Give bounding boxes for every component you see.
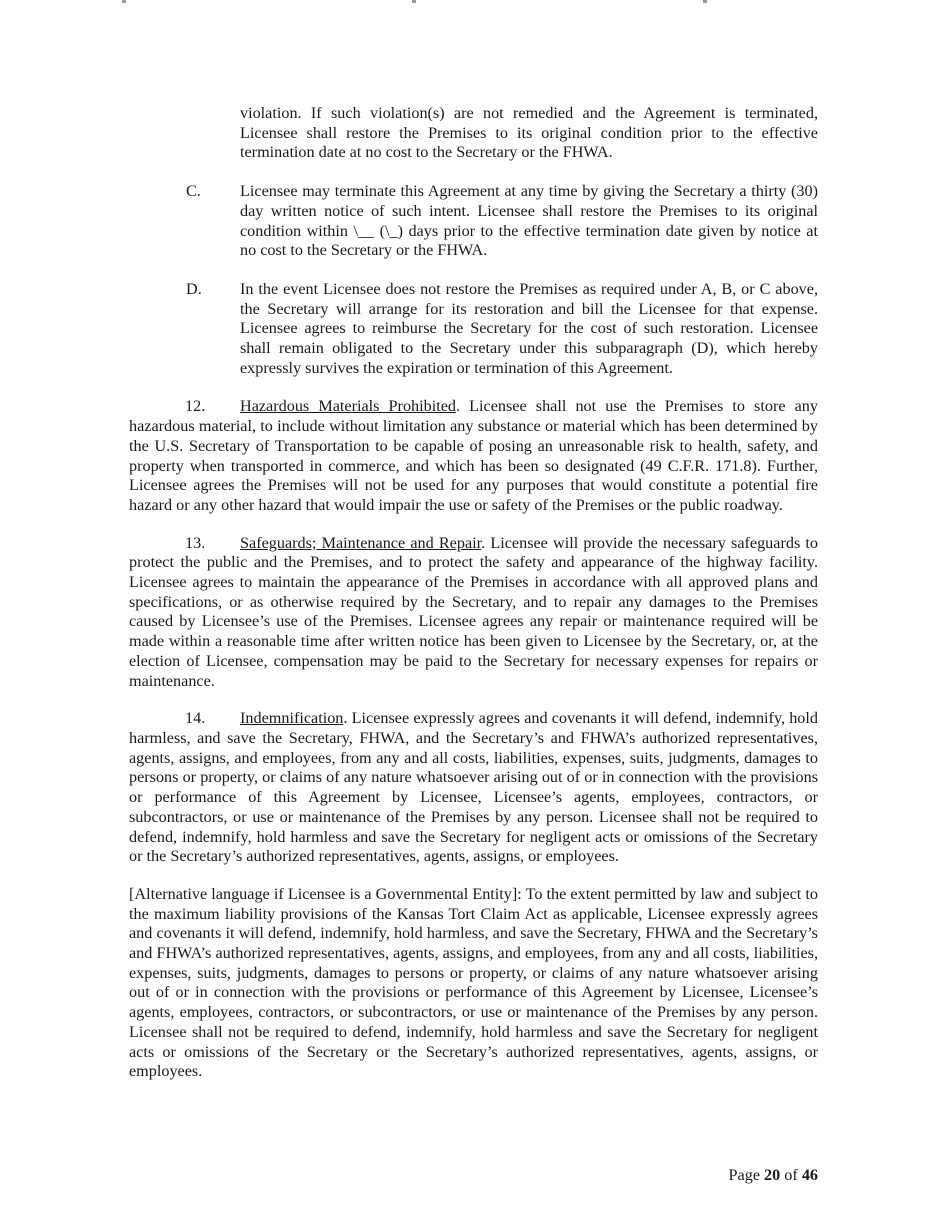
section-14-body: . Licensee expressly agrees and covenants it will defend, indemnify, hold harmless, and save the Secretary, FHWA, and the Secretary’s and FHWA’s authorized representatives, agents, assigns, and employees, from any and all costs, liabilities, expenses, suits, judgments, damages to persons or property, or claims of any nature whatsoever arising out of or in connection with the provisions or performance of this Agreement by Licensee, Licensee’s agents, employees, contractors, or subcontractors, or use or maintenance of the Premises by any person. Licensee shall not be required to defend, indemnify, hold harmless and save the Secretary for negligent acts or omissions of the Secretary or the Secretary’s authorized representatives, agents, assigns, or employees. <box>129 709 818 866</box>
section-13-heading: Safeguards; Maintenance and Repair <box>240 533 482 552</box>
item-d-letter: D. <box>186 279 202 298</box>
scan-mark <box>122 0 126 3</box>
item-c-letter: C. <box>186 182 201 201</box>
section-13-body: . Licensee will provide the necessary safeguards to protect the public and the Premises, and to protect the safety and appearance of the highway facility. Licensee agrees to maintain the appearance of the Premises in accordance with all approved plans and specifications, or as otherwise required by the Secretary, and to repair any damages to the Premises caused by Licensee’s use of the Premises. Licensee agrees any repair or maintenance required will be made within a reasonable time after written notice has been given to Licensee by the Secretary, or, at the election of Licensee, compensation may be paid to the Secretary for necessary expenses for repairs or maintenance. <box>129 533 818 690</box>
scan-mark <box>412 0 416 3</box>
section-12-heading: Hazardous Materials Prohibited <box>240 397 456 416</box>
item-d <box>186 279 818 379</box>
scan-mark <box>703 0 707 3</box>
page-number: 20 <box>764 1166 781 1184</box>
section-14 <box>129 709 818 867</box>
of-label: of <box>784 1166 798 1184</box>
page-footer <box>729 1166 818 1185</box>
page-total: 46 <box>801 1166 818 1184</box>
item-d-text: In the event Licensee does not restore the Premises as required under A, B, or C above, the Secretary will arrange for its restoration and bill the Licensee for that expense. Licensee agrees to reimburse the Secretary for the cost of such restoration. Licensee shall remain obligated to the Secretary under this subparagraph (D), which hereby expressly survives the expiration or termination of this Agreement. <box>240 279 818 377</box>
section-13 <box>129 534 818 692</box>
alternative-language-paragraph: [Alternative language if Licensee is a Governmental Entity]: To the extent permitted by law and subject to the maximum liability provisions of the Kansas Tort Claim Act as applicable, Licensee expressly agrees and covenants it will defend, indemnify, hold harmless, and save the Secretary, FHWA and the Secretary’s and FHWA’s authorized representatives, agents, assigns, and employees, from any and all costs, liabilities, expenses, suits, judgments, damages to persons or property, or claims of any nature whatsoever arising out of or in connection with the provisions or performance of this Agreement by Licensee, Licensee’s agents, employees, contractors, or subcontractors, or use or maintenance of the Premises by any person. Licensee shall not be required to defend, indemnify, hold harmless and save the Secretary for negligent acts or omissions of the Secretary or the Secretary’s authorized representatives, agents, assigns, or employees. <box>129 884 818 1081</box>
continuation-paragraph: violation. If such violation(s) are not remedied and the Agreement is terminated, Licensee shall restore the Premises to its original condition prior to the effective termination date at no cost to the Secretary or the FHWA. <box>240 104 818 162</box>
page-label: Page <box>728 1166 760 1184</box>
item-c-text: Licensee may terminate this Agreement at any time by giving the Secretary a thirty (30) day written notice of such intent. Licensee shall restore the Premises to its original condition within \__ (\_) days prior to the effective termination date given by notice at no cost to the Secretary or the FHWA. <box>240 182 818 260</box>
section-12-number: 12. <box>185 397 206 416</box>
section-12 <box>129 397 818 515</box>
item-c <box>186 182 818 261</box>
section-14-heading: Indemnification <box>240 709 344 728</box>
section-14-number: 14. <box>185 709 206 728</box>
section-12-body: . Licensee shall not use the Premises to store any hazardous material, to include without limitation any substance or material which has been determined by the U.S. Secretary of Transportation to be capable of posing an unreasonable risk to health, safety, and property when transported in commerce, and which has been so designated (49 C.F.R. 171.8). Further, Licensee agrees the Premises will not be used for any purposes that would constitute a potential fire hazard or any other hazard that would impair the use or safety of the Premises or the public roadway. <box>129 397 818 514</box>
document-body <box>129 104 818 1082</box>
section-13-number: 13. <box>185 533 206 552</box>
